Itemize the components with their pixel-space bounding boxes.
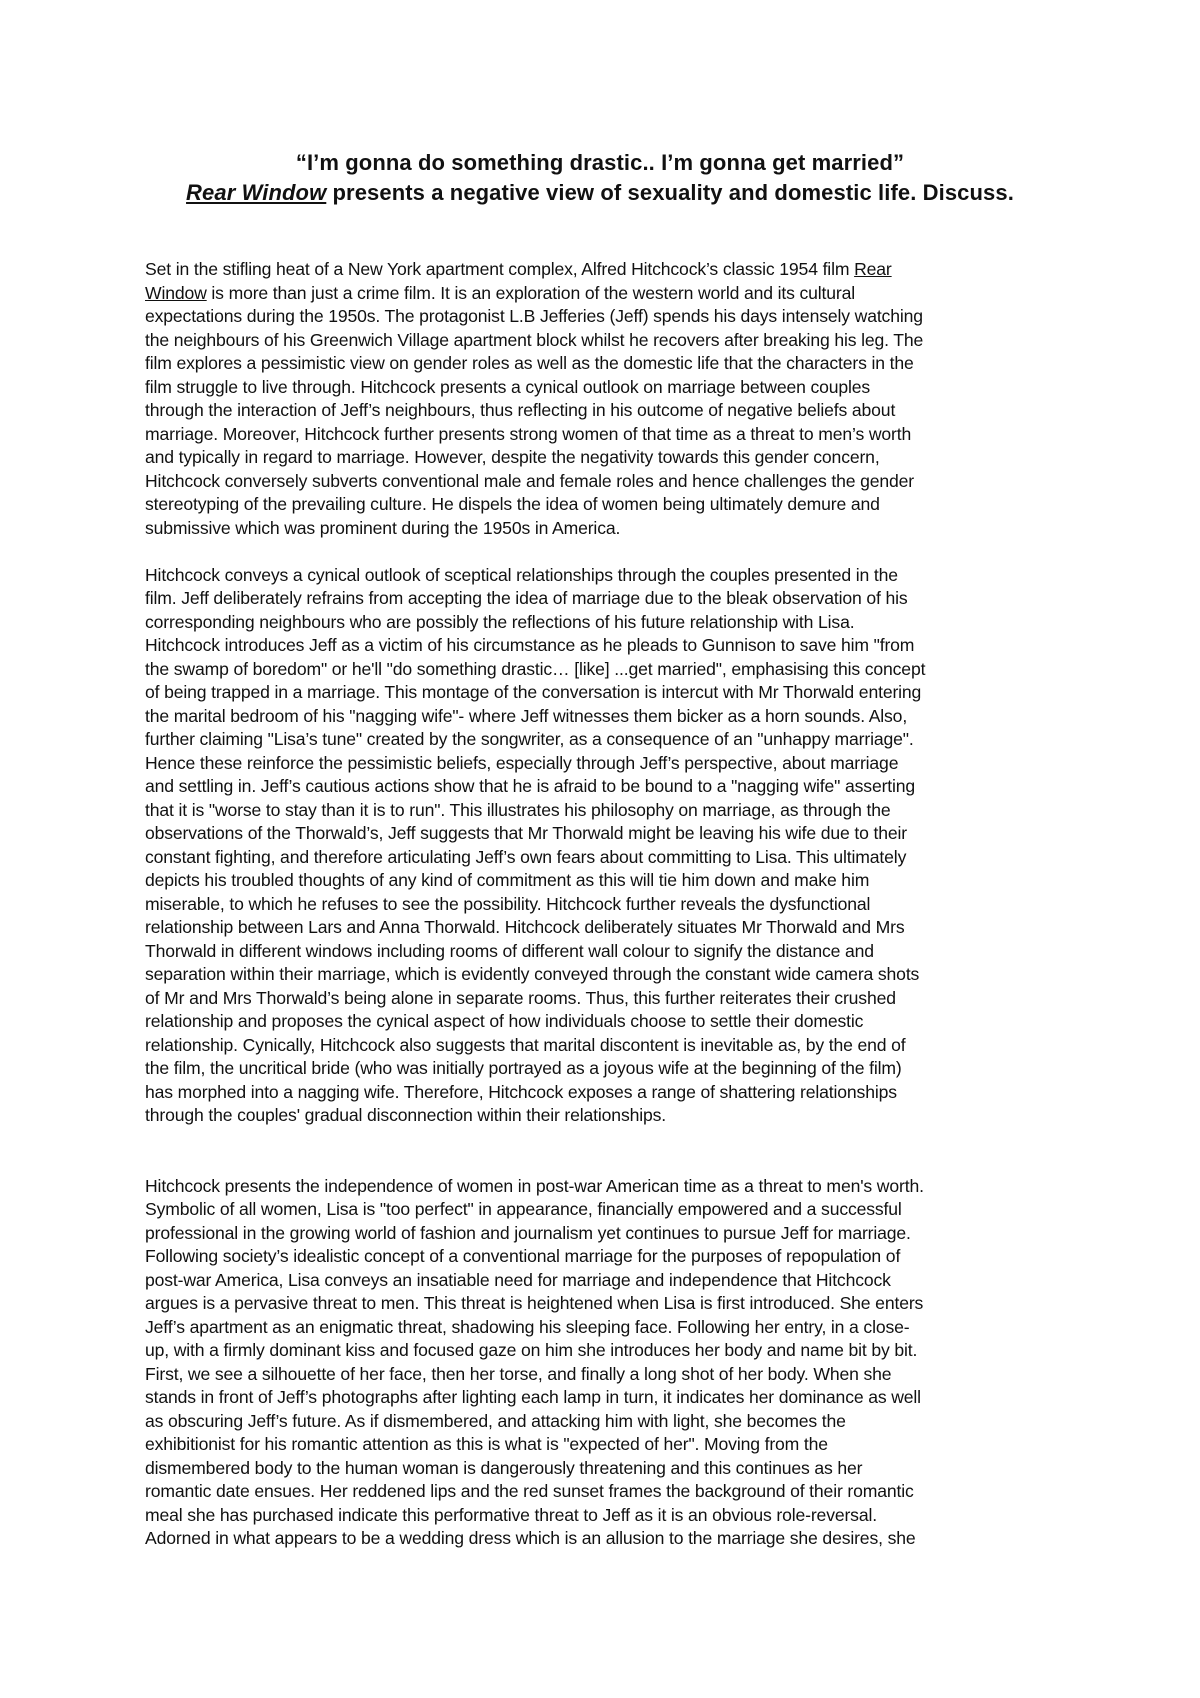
paragraph-line: Hence these reinforce the pessimistic beliefs, especially through Jeff’s perspective, about marriage <box>145 752 899 773</box>
paragraph-spacer <box>145 1128 1065 1175</box>
paragraph-line: stands in front of Jeff’s photographs after lighting each lamp in turn, it indicates her dominance as well <box>145 1387 921 1407</box>
paragraph-line: the marital bedroom of his "nagging wife"- where Jeff witnesses them bicker as a horn sounds. Also, <box>145 705 908 726</box>
film-title-reference: Window <box>145 282 207 303</box>
paragraph-line: miserable, to which he refuses to see the possibility. Hitchcock further reveals the dysfunctional <box>145 893 871 914</box>
paragraph-line: observations of the Thorwald’s, Jeff suggests that Mr Thorwald might be leaving his wife due to their <box>145 823 907 843</box>
paragraph-line: argues is a pervasive threat to men. This threat is heightened when Lisa is first introduced. She enters <box>145 1293 924 1313</box>
text-run: is more than just a crime film. It is an exploration of the western world and its cultural <box>206 282 856 303</box>
paragraph-spacer <box>145 540 1065 564</box>
paragraph-line: stereotyping of the prevailing culture. He dispels the idea of women being ultimately demure and <box>145 494 880 514</box>
paragraph-line: Hitchcock conveys a cynical outlook of sceptical relationships through the couples presented in the <box>145 564 898 585</box>
paragraph-line: post-war America, Lisa conveys an insatiable need for marriage and independence that Hitchcock <box>145 1269 891 1290</box>
paragraph-line: separation within their marriage, which is evidently conveyed through the constant wide camera shots <box>145 964 920 984</box>
paragraph-line <box>145 258 1065 282</box>
text-run: Set in the stifling heat of a New York apartment complex, Alfred Hitchcock’s classic 1954 film <box>145 259 855 279</box>
paragraph-line: meal she has purchased indicate this performative threat to Jeff as it is an obvious role-reversal. <box>145 1504 877 1525</box>
paragraph-line: the film, the uncritical bride (who was initially portrayed as a joyous wife at the beginning of the film) <box>145 1058 902 1078</box>
paragraph-independence <box>145 1175 1065 1551</box>
essay-title <box>140 148 1060 208</box>
essay-body <box>145 258 1065 1551</box>
paragraph-line: Hitchcock introduces Jeff as a victim of his circumstance as he pleads to Gunnison to save him "from <box>145 635 915 655</box>
title-quote-line: “I’m gonna do something drastic.. I’m gonna get married” <box>295 150 905 175</box>
paragraph-line: relationship and proposes the cynical aspect of how individuals choose to settle their domestic <box>145 1011 864 1031</box>
paragraph-line: exhibitionist for his romantic attention as this is what is "expected of her". Moving from the <box>145 1434 828 1454</box>
paragraph-line: film. Jeff deliberately refrains from accepting the idea of marriage due to the bleak observation of his <box>145 588 908 608</box>
paragraph-line: further claiming "Lisa’s tune" created by the songwriter, as a consequence of an "unhappy marriage". <box>145 729 914 749</box>
paragraph-line: of being trapped in a marriage. This montage of the conversation is intercut with Mr Thorwald entering <box>145 682 922 702</box>
paragraph-line: through the couples' gradual disconnection within their relationships. <box>145 1105 666 1125</box>
paragraph-introduction <box>145 258 1065 540</box>
paragraph-line <box>145 282 1065 306</box>
paragraph-line: corresponding neighbours who are possibly the reflections of his future relationship with Lisa. <box>145 611 855 632</box>
paragraph-line: dismembered body to the human woman is dangerously threatening and this continues as her <box>145 1457 863 1478</box>
paragraph-line: expectations during the 1950s. The protagonist L.B Jefferies (Jeff) spends his days intensely watching <box>145 306 923 326</box>
paragraph-line: marriage. Moreover, Hitchcock further presents strong women of that time as a threat to men’s worth <box>145 423 912 444</box>
title-question-text: presents a negative view of sexuality and domestic life. Discuss. <box>326 180 1014 205</box>
paragraph-line: Following society’s idealistic concept of a conventional marriage for the purposes of repopulation of <box>145 1246 901 1266</box>
paragraph-line: up, with a firmly dominant kiss and focused gaze on him she introduces her body and name bit by bit. <box>145 1340 918 1360</box>
paragraph-line: relationship. Cynically, Hitchcock also suggests that marital discontent is inevitable as, by the end of <box>145 1034 906 1055</box>
paragraph-line: and settling in. Jeff’s cautious actions show that he is afraid to be bound to a "nagging wife" asserting <box>145 776 916 796</box>
paragraph-line: First, we see a silhouette of her face, then her torse, and finally a long shot of her body. When she <box>145 1363 892 1384</box>
title-film-name: Rear Window <box>186 180 327 205</box>
paragraph-line: that it is "worse to stay than it is to run". This illustrates his philosophy on marriage, as through the <box>145 799 891 820</box>
paragraph-line: Symbolic of all women, Lisa is "too perfect" in appearance, financially empowered and a successful <box>145 1199 902 1219</box>
paragraph-line: romantic date ensues. Her reddened lips and the red sunset frames the background of their romantic <box>145 1481 914 1501</box>
paragraph-line: submissive which was prominent during the 1950s in America. <box>145 517 621 538</box>
paragraph-line: the neighbours of his Greenwich Village apartment block whilst he recovers after breaking his leg. The <box>145 329 924 350</box>
paragraph-line: film explores a pessimistic view on gender roles as well as the domestic life that the characters in the <box>145 353 914 373</box>
paragraph-line: through the interaction of Jeff’s neighbours, thus reflecting in his outcome of negative beliefs about <box>145 400 896 420</box>
paragraph-line: constant fighting, and therefore articulating Jeff’s own fears about committing to Lisa. This ultimately <box>145 846 907 867</box>
paragraph-line: the swamp of boredom" or he'll "do something drastic… [like] ...get married", emphasising this concept <box>145 658 926 679</box>
paragraph-line: professional in the growing world of fashion and journalism yet continues to pursue Jeff for marriage. <box>145 1222 911 1243</box>
paragraph-line: Thorwald in different windows including rooms of different wall colour to signify the distance and <box>145 940 874 961</box>
paragraph-line: Jeff’s apartment as an enigmatic threat, shadowing his sleeping face. Following her entry, in a close- <box>145 1316 910 1337</box>
film-title-reference: Rear <box>854 259 892 279</box>
paragraph-line: film struggle to live through. Hitchcock presents a cynical outlook on marriage between couples <box>145 376 871 397</box>
paragraph-relationships <box>145 564 1065 1128</box>
paragraph-line: and typically in regard to marriage. However, despite the negativity towards this gender concern, <box>145 447 880 467</box>
paragraph-line: Adorned in what appears to be a wedding dress which is an allusion to the marriage she desires, she <box>145 1528 916 1548</box>
paragraph-line: depicts his troubled thoughts of any kind of commitment as this will tie him down and make him <box>145 870 870 890</box>
paragraph-line: as obscuring Jeff’s future. As if dismembered, and attacking him with light, she becomes the <box>145 1410 846 1431</box>
paragraph-line: relationship between Lars and Anna Thorwald. Hitchcock deliberately situates Mr Thorwald and Mrs <box>145 917 905 937</box>
paragraph-line: of Mr and Mrs Thorwald’s being alone in separate rooms. Thus, this further reiterates their crushed <box>145 987 896 1008</box>
title-question-line <box>140 178 1060 208</box>
paragraph-line: Hitchcock presents the independence of women in post-war American time as a threat to men's worth. <box>145 1175 924 1196</box>
paragraph-line: Hitchcock conversely subverts conventional male and female roles and hence challenges the gender <box>145 470 914 491</box>
paragraph-line: has morphed into a nagging wife. Therefore, Hitchcock exposes a range of shattering relationships <box>145 1081 897 1102</box>
